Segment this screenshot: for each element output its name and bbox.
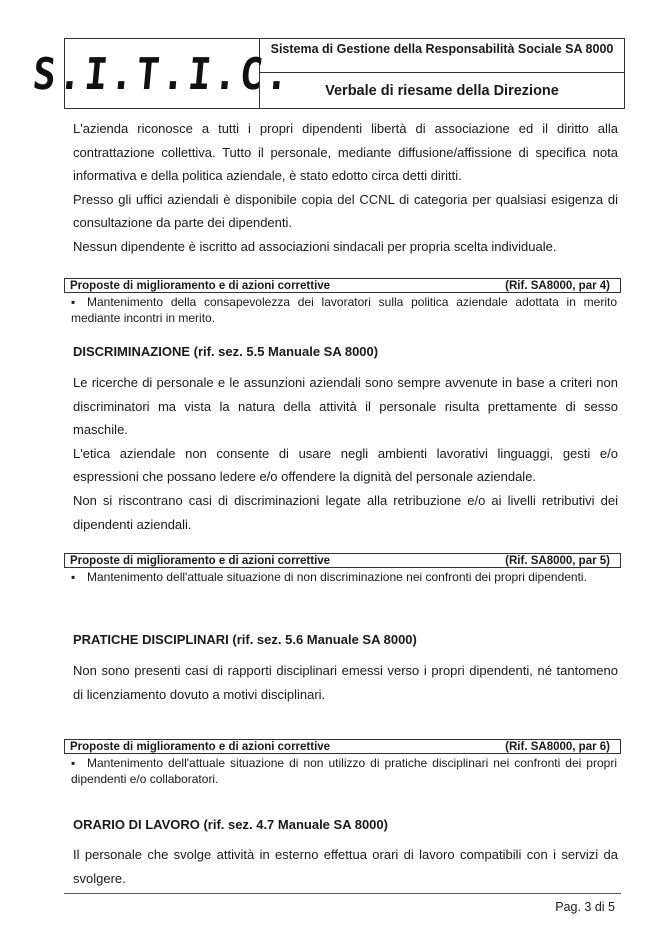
orario-section xyxy=(73,843,618,890)
intro-paragraph-1: L'azienda riconosce a tutti i propri dipendenti libertà di associazione ed il diritto alla contrattazione collettiva. Tutto il personale, mediante diffusione/affissione di specifica nota informativa e della politica aziendale, è stato edotto circa detti diritti. xyxy=(73,121,618,184)
pratiche-section xyxy=(73,659,618,706)
intro-paragraph-2: Presso gli uffici aziendali è disponibile copia del CCNL di categoria per qualsiasi esigenza di consultazione da parte dei dipendenti. xyxy=(73,191,618,231)
discriminazione-paragraph-3: Non si riscontrano casi di discriminazioni legate alla retribuzione e/o ai livelli retributivi dei dipendenti aziendali. xyxy=(73,492,618,532)
box-ref: (Rif. SA8000, par 4) xyxy=(505,279,610,292)
footer-divider xyxy=(64,893,621,894)
pratiche-paragraph-1: Non sono presenti casi di rapporti disciplinari emessi verso i propri dipendenti, né tantomeno di licenziamento dovuto a motivi disciplinari. xyxy=(73,663,618,702)
improvement-bullet-2 xyxy=(71,570,617,586)
title-cell xyxy=(260,39,624,108)
document-header xyxy=(30,38,625,109)
bullet-mark: ▪ xyxy=(71,570,76,584)
system-title: Sistema di Gestione della Responsabilità Sociale SA 8000 xyxy=(260,39,624,73)
bullet-mark: ▪ xyxy=(71,756,76,770)
discriminazione-paragraph-1: Le ricerche di personale e le assunzioni aziendali sono sempre avvenute in base a criteri non discriminatori ma vista la natura della attività il personale risulta prettamente di sesso maschile. xyxy=(73,375,618,438)
orario-paragraph-1: Il personale che svolge attività in esterno effettua orari di lavoro compatibili con i servizi da svolgere. xyxy=(73,847,618,886)
company-logo: S.I.T.I.C. xyxy=(30,48,294,99)
box-label: Proposte di miglioramento e di azioni correttive xyxy=(70,279,331,292)
improvement-box-3 xyxy=(64,739,621,754)
improvement-box-1 xyxy=(64,278,621,293)
document-title: Verbale di riesame della Direzione xyxy=(325,82,559,99)
intro-paragraph-3: Nessun dipendente è iscritto ad associazioni sindacali per propria scelta individuale. xyxy=(73,238,557,254)
bullet-text: Mantenimento della consapevolezza dei lavoratori sulla politica aziendale adottata in merito mediante incontri in merito. xyxy=(71,295,617,325)
section-title-pratiche-disciplinari: PRATICHE DISCIPLINARI (rif. sez. 5.6 Manuale SA 8000) xyxy=(73,632,417,647)
box-ref: (Rif. SA8000, par 6) xyxy=(505,740,610,753)
box-label: Proposte di miglioramento e di azioni correttive xyxy=(70,740,331,753)
box-label: Proposte di miglioramento e di azioni correttive xyxy=(70,554,331,567)
section-title-discriminazione: DISCRIMINAZIONE (rif. sez. 5.5 Manuale SA 8000) xyxy=(73,344,379,359)
page-number: Pag. 3 di 5 xyxy=(555,900,615,914)
bullet-mark: ▪ xyxy=(71,295,76,309)
improvement-bullet-1 xyxy=(71,295,617,326)
discriminazione-section xyxy=(73,371,618,536)
discriminazione-paragraph-2: L'etica aziendale non consente di usare negli ambienti lavorativi linguaggi, gesti e/o espressioni che possano ledere e/o offendere la dignità del personale aziendale. xyxy=(73,445,618,485)
logo-cell xyxy=(30,39,294,108)
section-title-orario-di-lavoro: ORARIO DI LAVORO (rif. sez. 4.7 Manuale SA 8000) xyxy=(73,817,388,832)
improvement-box-2 xyxy=(64,553,621,568)
intro-section xyxy=(73,117,618,259)
improvement-bullet-3 xyxy=(71,756,617,787)
bullet-text: Mantenimento dell'attuale situazione di non discriminazione nei confronti dei propri dipendenti. xyxy=(87,570,587,584)
box-ref: (Rif. SA8000, par 5) xyxy=(505,554,610,567)
bullet-text: Mantenimento dell'attuale situazione di non utilizzo di pratiche disciplinari nei confronti dei propri dipendenti e/o collaboratori. xyxy=(71,756,617,786)
